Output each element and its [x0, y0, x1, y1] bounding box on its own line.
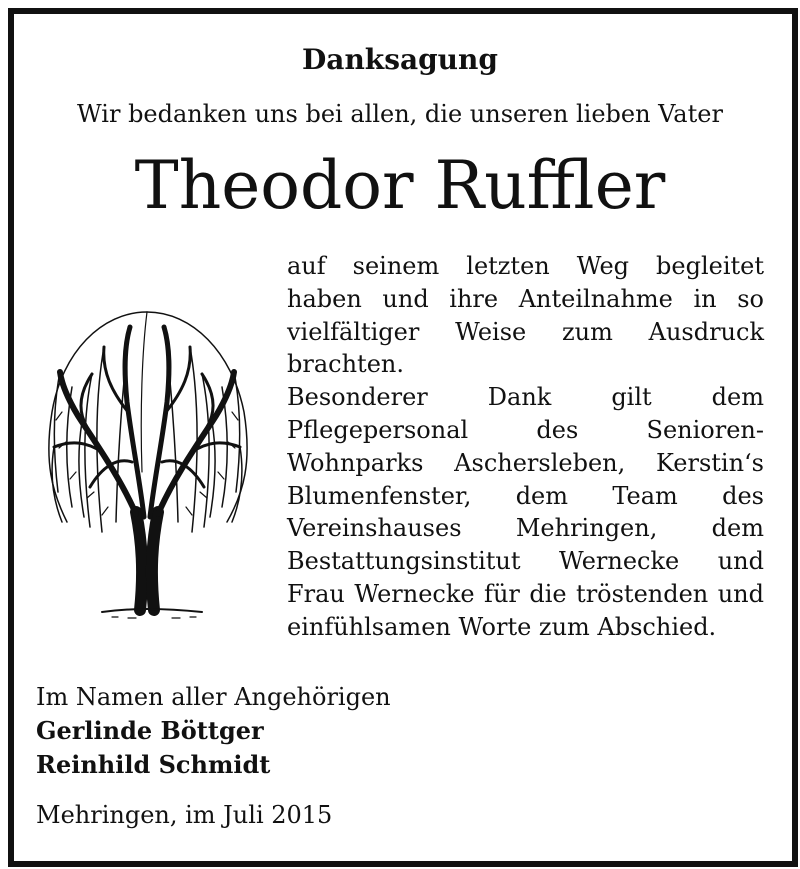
thanks-text [287, 250, 764, 644]
intro-line: Wir bedanken uns bei allen, die unseren lieben Vater [77, 100, 723, 128]
signer-name: Gerlinde Böttger [36, 716, 264, 745]
thanks-paragraph-2: Besonderer Dank gilt dem Pflegepersonal des Senioren-Wohnparks Aschersleben, Kerstin‘s Blumenfenster, dem Team des Vereinshauses Mehringen, dem Bestattungsinstitut Wernecke und Frau Wernecke für die tröstenden und einfühlsamen Worte zum Abschied. [287, 383, 764, 641]
signer-name: Reinhild Schmidt [36, 750, 271, 779]
closing-block [36, 680, 736, 782]
thanks-paragraph-1: auf seinem letzten Weg begleitet haben und ihre Anteilnahme in so vielfältiger Weise zum Ausdruck brachten. [287, 252, 764, 379]
deceased-name: Theodor Ruffler [134, 147, 666, 224]
notice-heading: Danksagung [302, 43, 498, 76]
place-date: Mehringen, im Juli 2015 [36, 801, 333, 829]
willow-tree-icon [32, 292, 262, 622]
closing-line: Im Namen aller Angehörigen [36, 683, 391, 711]
